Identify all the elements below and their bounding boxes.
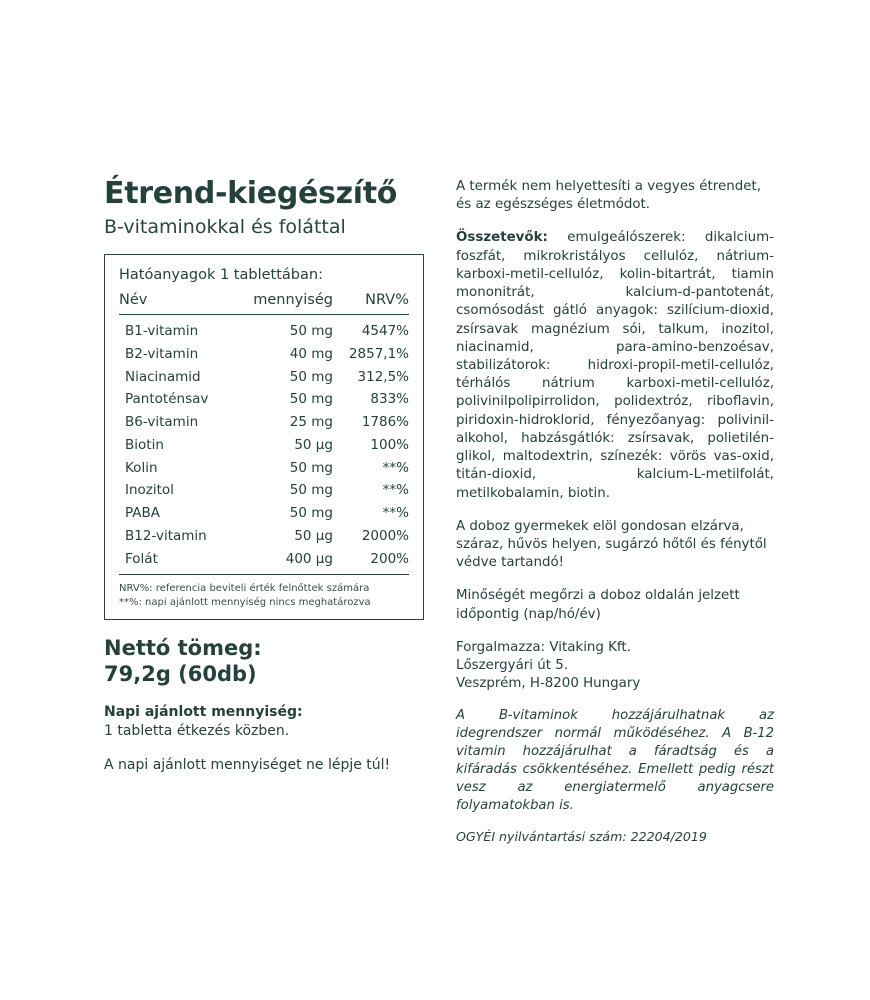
table-row: [119, 315, 409, 343]
distributor-street: Lőszergyári út 5.: [456, 658, 569, 674]
column-header-name: Név: [119, 292, 232, 315]
table-row: [119, 388, 409, 411]
column-header-amount: mennyiség: [232, 292, 333, 315]
cell-name: B12-vitamin: [125, 527, 207, 544]
cell-amount: 50 mg: [289, 368, 333, 385]
ingredients-table: [119, 292, 409, 575]
table-row: [119, 434, 409, 457]
cell-name: Inozitol: [125, 482, 174, 499]
cell-name: B1-vitamin: [125, 323, 199, 340]
cell-nrv: 2857,1%: [348, 345, 409, 362]
cell-nrv: **%: [382, 482, 409, 499]
cell-nrv: **%: [382, 459, 409, 476]
ingredients-list: emulgeálószerek: dikalcium-foszfát, mikrokristályos cellulóz, nátrium-karboxi-metil-cellulóz, kolin-bitartrát, tiamin mononitrát, kalcium-d-pantotenát, csomósodást gátló anyagok: szilícium-dioxid, zsírsavak magnézium sói, talkum, inozitol, niacinamid, para-amino-benzoésav, stabilizátorok: hidroxi-propil-metil-cellulóz, térhálós nátrium karboxi-metil-cellulóz, polivinilpolipirrolidon, polidextróz, riboflavin, piridoxin-hidroklorid, fényezőanyag: polivinil-alkohol, habzásgátlók: zsírsavak, polietilén-glikol, maltodextrin, színezék: vörös vas-oxid, titán-dioxid, kalcium-L-metilfolát, metilkobalamin, biotin.: [456, 230, 774, 501]
disclaimer-text: A termék nem helyettesíti a vegyes étrendet, és az egészséges életmódot.: [456, 179, 761, 213]
cell-name: Kolin: [125, 459, 158, 476]
page-title: Étrend-kiegészítő: [104, 176, 398, 211]
page-subtitle: B-vitaminokkal és foláttal: [104, 216, 346, 239]
registration-number: OGYÉI nyilvántartási szám: 22204/2019: [456, 829, 707, 845]
cell-name: B2-vitamin: [125, 345, 199, 362]
cell-amount: 40 mg: [289, 345, 333, 362]
footnote-nrv: NRV%: referencia beviteli érték felnőttek számára: [119, 583, 370, 595]
distributor-name: Forgalmazza: Vitaking Kft.: [456, 639, 631, 655]
cell-nrv: 100%: [370, 436, 409, 453]
storage-text: A doboz gyermekek elöl gondosan elzárva, száraz, hűvös helyen, sugárzó hőtől és fénytől védve tartandó!: [456, 518, 767, 571]
distributor-city: Veszprém, H-8200 Hungary: [456, 676, 641, 692]
table-row: [119, 411, 409, 434]
cell-nrv: 833%: [370, 391, 409, 408]
cell-name: Folát: [119, 548, 232, 575]
cell-amount: 50 mg: [289, 505, 333, 522]
cell-name: Biotin: [125, 436, 164, 453]
distributor-block: [456, 639, 774, 694]
ingredients-paragraph: [456, 229, 774, 502]
table-row: [119, 366, 409, 389]
table-row: [119, 525, 409, 548]
daily-dose-text: 1 tabletta étkezés közben.: [104, 722, 290, 739]
table-row: [119, 502, 409, 525]
health-claims-text: A B-vitaminok hozzájárulhatnak az idegrendszer normál működéséhez. A B-12 vitamin hozzájárulhat a fáradtság és a kifáradás csökkentéséhez. Emellett pedig részt vesz az energiatermelő anyagcsere folyamatokban is.: [456, 708, 774, 814]
best-before-text: Minőségét megőrzi a doboz oldalán jelzett időpontig (nap/hó/év): [456, 588, 740, 622]
table-header-row: [119, 292, 409, 315]
cell-nrv: 200%: [333, 548, 409, 575]
left-column: [104, 178, 424, 774]
cell-nrv: 1786%: [361, 414, 409, 431]
daily-dose-heading: Napi ajánlott mennyiség:: [104, 704, 303, 721]
cell-nrv: 4547%: [361, 323, 409, 340]
table-row: [119, 343, 409, 366]
cell-amount: 50 µg: [294, 527, 333, 544]
cell-nrv: 2000%: [361, 527, 409, 544]
column-header-nrv: NRV%: [333, 292, 409, 315]
cell-amount: 50 mg: [289, 482, 333, 499]
ingredients-table-heading: Hatóanyagok 1 tablettában:: [119, 267, 323, 284]
cell-nrv: 312,5%: [357, 368, 409, 385]
dose-warning: A napi ajánlott mennyiséget ne lépje túl!: [104, 756, 391, 773]
net-weight-block: [104, 636, 424, 687]
footnote-star: **%: napi ajánlott mennyiség nincs meghatározva: [119, 596, 371, 608]
table-row: [119, 457, 409, 480]
cell-name: Pantoténsav: [125, 391, 209, 408]
table-row: [119, 548, 409, 575]
right-column: [456, 178, 774, 844]
cell-name: B6-vitamin: [125, 414, 199, 431]
cell-amount: 50 µg: [294, 436, 333, 453]
net-weight-label: Nettó tömeg:: [104, 636, 262, 661]
ingredients-label: Összetevők:: [456, 230, 548, 246]
cell-amount: 50 mg: [289, 391, 333, 408]
cell-amount: 25 mg: [289, 414, 333, 431]
cell-nrv: **%: [382, 505, 409, 522]
table-footnotes: [119, 582, 409, 609]
ingredients-panel: [104, 254, 424, 620]
cell-amount: 400 µg: [232, 548, 333, 575]
net-weight-value: 79,2g (60db): [104, 661, 257, 686]
cell-name: PABA: [125, 505, 161, 522]
cell-amount: 50 mg: [289, 459, 333, 476]
table-row: [119, 479, 409, 502]
cell-name: Niacinamid: [125, 368, 201, 385]
cell-amount: 50 mg: [289, 323, 333, 340]
